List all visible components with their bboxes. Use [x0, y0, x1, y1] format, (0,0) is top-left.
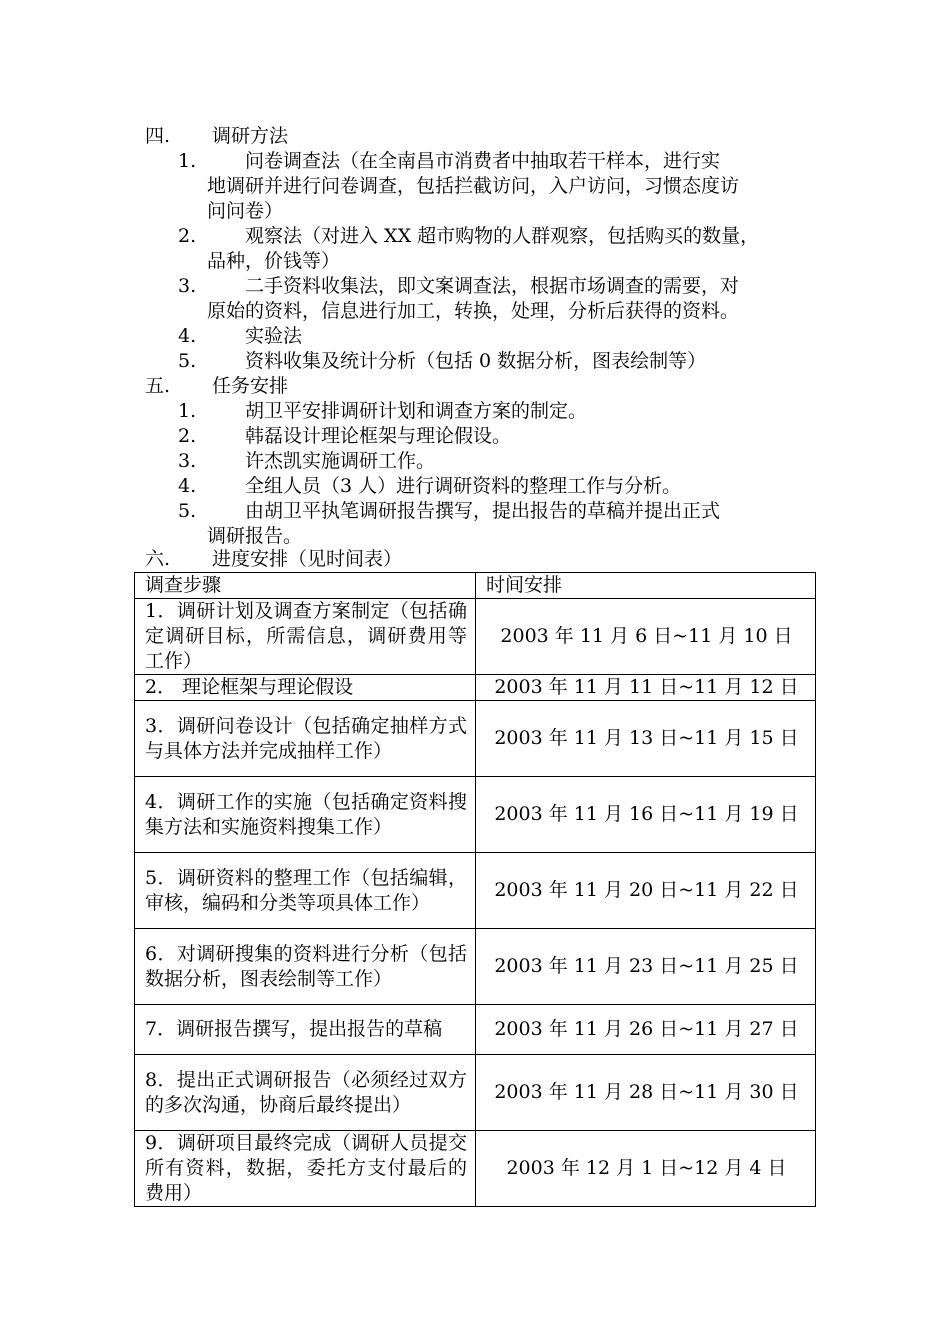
row-2-time: 2003 年 11 月 11 日~11 月 12 日 [476, 675, 816, 701]
section-6-title: 进度安排（见时间表） [212, 548, 403, 570]
row-4-step: 4．调研工作的实施（包括确定资料搜集方法和实施资料搜集工作） [135, 777, 476, 853]
section-6-number: 六. [145, 548, 171, 570]
section-4-item-1-line-1: 问卷调查法（在全南昌市消费者中抽取若干样本，进行实 [245, 150, 721, 172]
header-time: 时间安排 [476, 573, 816, 599]
row-1-step: 1．调研计划及调查方案制定（包括确定调研目标，所需信息，调研费用等工作） [135, 599, 476, 675]
section-5-item-1-number: 1. [178, 400, 197, 422]
section-4-item-1-line-3: 问问卷） [207, 200, 284, 222]
table-row [135, 1131, 816, 1207]
section-5-title: 任务安排 [212, 375, 289, 397]
row-8-time: 2003 年 11 月 28 日~11 月 30 日 [476, 1055, 816, 1131]
section-4-item-5-line-1: 资料收集及统计分析（包括 0 数据分析，图表绘制等） [245, 350, 707, 372]
table-row [135, 1005, 816, 1055]
table-row [135, 599, 816, 675]
section-4-item-5-number: 5. [178, 350, 197, 372]
section-5-item-5-line-1: 由胡卫平执笔调研报告撰写，提出报告的草稿并提出正式 [245, 500, 721, 522]
section-4-item-3-line-2: 原始的资料，信息进行加工，转换，处理，分析后获得的资料。 [207, 300, 740, 322]
row-2-step: 2． 理论框架与理论假设 [135, 675, 476, 701]
section-4-item-4-line-1: 实验法 [245, 325, 303, 347]
section-5-item-5-line-2: 调研报告。 [207, 525, 303, 547]
row-9-step: 9．调研项目最终完成（调研人员提交所有资料，数据，委托方支付最后的费用） [135, 1131, 476, 1207]
section-5-item-5-number: 5. [178, 500, 197, 522]
header-step: 调查步骤 [135, 573, 476, 599]
section-4-item-1-line-2: 地调研并进行问卷调查，包括拦截访问，入户访问，习惯态度访 [207, 175, 740, 197]
table-row [135, 853, 816, 929]
row-5-step: 5．调研资料的整理工作（包括编辑，审核，编码和分类等项具体工作） [135, 853, 476, 929]
row-5-time: 2003 年 11 月 20 日~11 月 22 日 [476, 853, 816, 929]
section-5-item-2-number: 2. [178, 425, 197, 447]
row-6-step: 6．对调研搜集的资料进行分析（包括数据分析，图表绘制等工作） [135, 929, 476, 1005]
row-8-step: 8．提出正式调研报告（必须经过双方的多次沟通，协商后最终提出） [135, 1055, 476, 1131]
section-5-item-1-line-1: 胡卫平安排调研计划和调查方案的制定。 [245, 400, 588, 422]
row-1-time: 2003 年 11 月 6 日~11 月 10 日 [476, 599, 816, 675]
table-row [135, 675, 816, 701]
row-7-time: 2003 年 11 月 26 日~11 月 27 日 [476, 1005, 816, 1055]
section-4-item-2-line-2: 品种，价钱等） [207, 250, 341, 272]
row-3-step: 3．调研问卷设计（包括确定抽样方式与具体方法并完成抽样工作） [135, 701, 476, 777]
section-4-item-3-line-1: 二手资料收集法，即文案调查法，根据市场调查的需要，对 [245, 275, 740, 297]
section-5-item-3-number: 3. [178, 450, 197, 472]
section-4-item-3-number: 3. [178, 275, 197, 297]
section-4-title: 调研方法 [212, 125, 289, 147]
row-4-time: 2003 年 11 月 16 日~11 月 19 日 [476, 777, 816, 853]
row-7-step: 7．调研报告撰写，提出报告的草稿 [135, 1005, 476, 1055]
section-4-item-1-number: 1. [178, 150, 197, 172]
section-4-item-2-number: 2. [178, 225, 197, 247]
schedule-header-row [135, 573, 816, 599]
schedule-table [134, 572, 816, 1207]
row-9-time: 2003 年 12 月 1 日~12 月 4 日 [476, 1131, 816, 1207]
table-row [135, 929, 816, 1005]
section-5-number: 五. [145, 375, 171, 397]
table-row [135, 701, 816, 777]
section-5-item-4-line-1: 全组人员（3 人）进行调研资料的整理工作与分析。 [245, 475, 682, 497]
row-6-time: 2003 年 11 月 23 日~11 月 25 日 [476, 929, 816, 1005]
table-row [135, 1055, 816, 1131]
table-row [135, 777, 816, 853]
section-5-item-2-line-1: 韩磊设计理论框架与理论假设。 [245, 425, 512, 447]
section-4-item-4-number: 4. [178, 325, 197, 347]
section-5-item-3-line-1: 许杰凯实施调研工作。 [245, 450, 436, 472]
section-5-item-4-number: 4. [178, 475, 197, 497]
section-4-number: 四. [145, 125, 171, 147]
row-3-time: 2003 年 11 月 13 日~11 月 15 日 [476, 701, 816, 777]
section-4-item-2-line-1: 观察法（对进入 XX 超市购物的人群观察，包括购买的数量， [245, 225, 760, 247]
